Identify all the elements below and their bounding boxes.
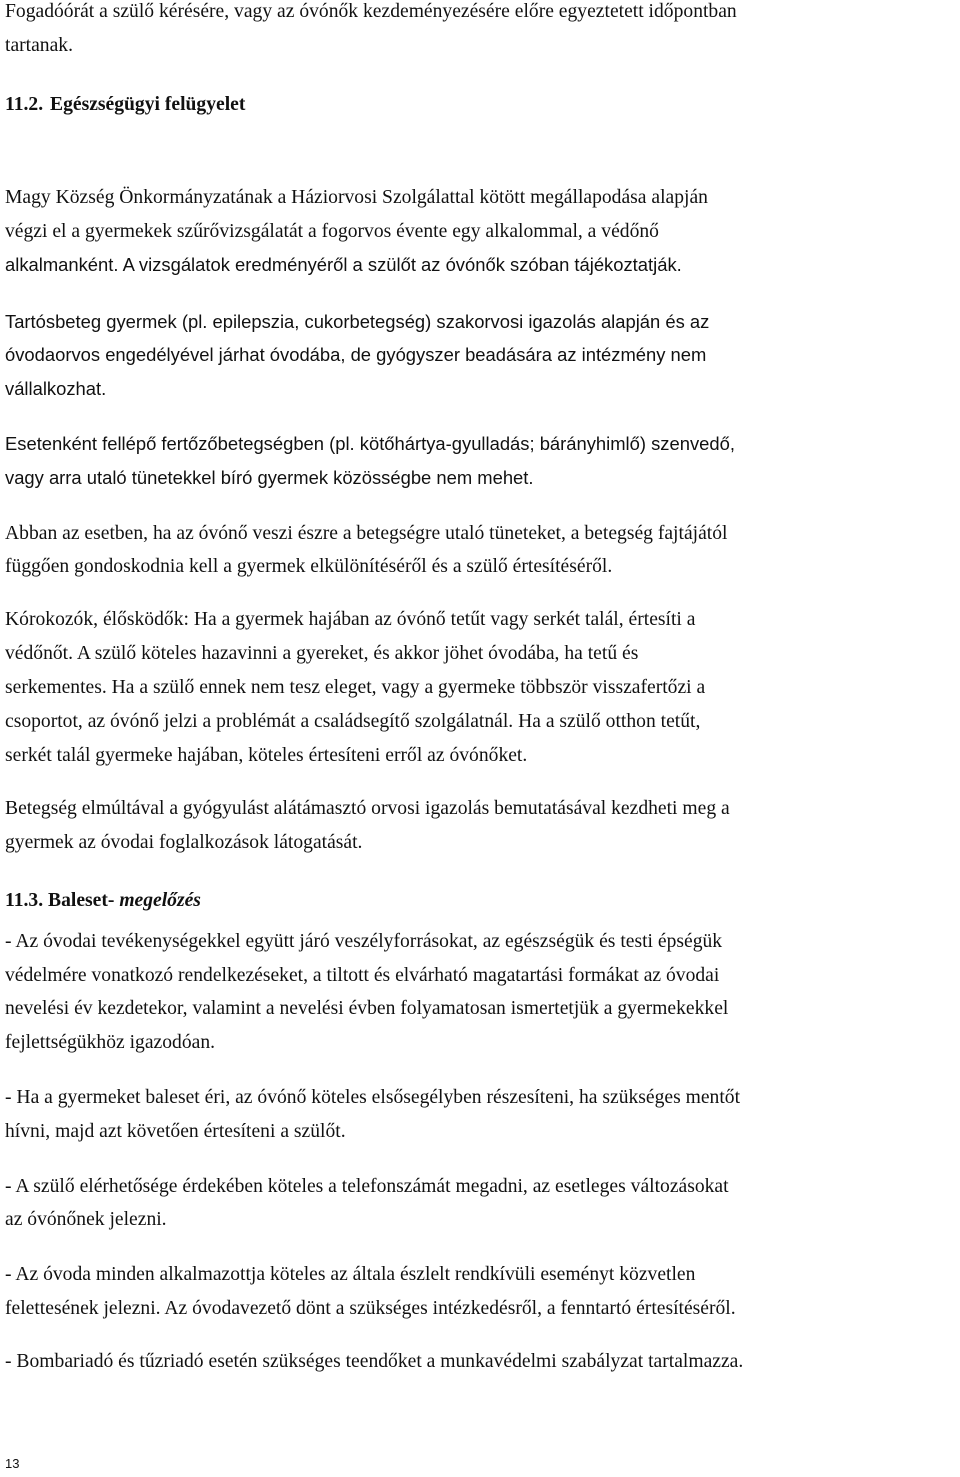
section-title-italic: megelőzés — [119, 890, 201, 911]
text-line: tartanak. — [5, 35, 73, 56]
text-line: függően gondoskodnia kell a gyermek elkülönítéséről és a szülő értesítéséről. — [5, 556, 613, 577]
text-line: gyermek az óvodai foglalkozások látogatását. — [5, 832, 363, 853]
text-line: csoportot, az óvónő jelzi a problémát a családsegítő szolgálatnál. Ha a szülő otthon tetűt, — [5, 711, 701, 732]
text-line: óvodaorvos engedélyével járhat óvodába, de gyógyszer beadására az intézmény nem — [5, 344, 707, 365]
page-number: 13 — [5, 1456, 20, 1471]
section-heading-11-2 — [5, 93, 245, 117]
text-line: Abban az esetben, ha az óvónő veszi észre a betegségre utaló tüneteket, a betegség fajtájától — [5, 523, 728, 544]
text-line: Magy Község Önkormányzatának a Háziorvosi Szolgálattal kötött megállapodása alapján — [5, 187, 708, 208]
text-line: - A szülő elérhetősége érdekében köteles a telefonszámát megadni, az esetleges változásokat — [5, 1176, 729, 1197]
section-title: Egészségügyi felügyelet — [50, 94, 246, 115]
text-line: - Az óvoda minden alkalmazottja köteles az általa észlelt rendkívüli eseményt közvetlen — [5, 1264, 696, 1285]
text-line: alkalmanként. A vizsgálatok eredményéről a szülőt az óvónők szóban tájékoztatják. — [5, 254, 682, 275]
text-line: Tartósbeteg gyermek (pl. epilepszia, cukorbetegség) szakorvosi igazolás alapján és az — [5, 311, 710, 332]
text-line: védelmére vonatkozó rendelkezéseket, a tiltott és elvárható magatartási formákat az óvodai — [5, 965, 720, 986]
text-line: Fogadóórát a szülő kérésére, vagy az óvónők kezdeményezésére előre egyeztetett időpontban — [5, 1, 737, 22]
text-line: serkét talál gyermeke hajában, köteles értesíteni erről az óvónőket. — [5, 745, 528, 766]
text-line: nevelési év kezdetekor, valamint a nevelési évben folyamatosan ismertetjük a gyermekekkel — [5, 998, 729, 1019]
text-line: - Ha a gyermeket baleset éri, az óvónő köteles elsősegélyben részesíteni, ha szükséges mentőt — [5, 1087, 741, 1108]
text-line: hívni, majd azt követően értesíteni a szülőt. — [5, 1121, 346, 1142]
text-line: serkementes. Ha a szülő ennek nem tesz eleget, vagy a gyermeke többször visszafertőzi a — [5, 677, 706, 698]
section-number: 11.3. — [5, 890, 44, 911]
text-line: Kórokozók, élősködők: Ha a gyermek hajában az óvónő tetűt vagy serkét talál, értesíti a — [5, 609, 696, 630]
text-line: vagy arra utaló tünetekkel bíró gyermek közösségbe nem mehet. — [5, 467, 534, 488]
text-line: Betegség elmúltával a gyógyulást alátámasztó orvosi igazolás bemutatásával kezdheti meg a — [5, 798, 730, 819]
text-line: végzi el a gyermekek szűrővizsgálatát a fogorvos évente egy alkalommal, a védőnő — [5, 221, 659, 242]
section-title-bold: Baleset- — [48, 890, 115, 911]
text-line: Esetenként fellépő fertőzőbetegségben (pl. kötőhártya-gyulladás; bárányhimlő) szenvedő, — [5, 433, 735, 454]
section-number: 11.2. — [5, 94, 44, 115]
text-line: - Az óvodai tevékenységekkel együtt járó veszélyforrásokat, az egészségük és testi épségük — [5, 931, 723, 952]
text-line: felettesének jelezni. Az óvodavezető dönt a szükséges intézkedésről, a fenntartó értesítéséről. — [5, 1298, 736, 1319]
text-line: vállalkozhat. — [5, 378, 107, 399]
text-line: az óvónőnek jelezni. — [5, 1209, 167, 1230]
text-line: - Bombariadó és tűzriadó esetén szükséges teendőket a munkavédelmi szabályzat tartalmazza. — [5, 1351, 744, 1372]
text-line: védőnőt. A szülő köteles hazavinni a gyereket, és akkor jöhet óvodába, ha tetű és — [5, 643, 639, 664]
section-heading-11-3 — [5, 889, 201, 913]
text-line: fejlettségükhöz igazodóan. — [5, 1032, 216, 1053]
